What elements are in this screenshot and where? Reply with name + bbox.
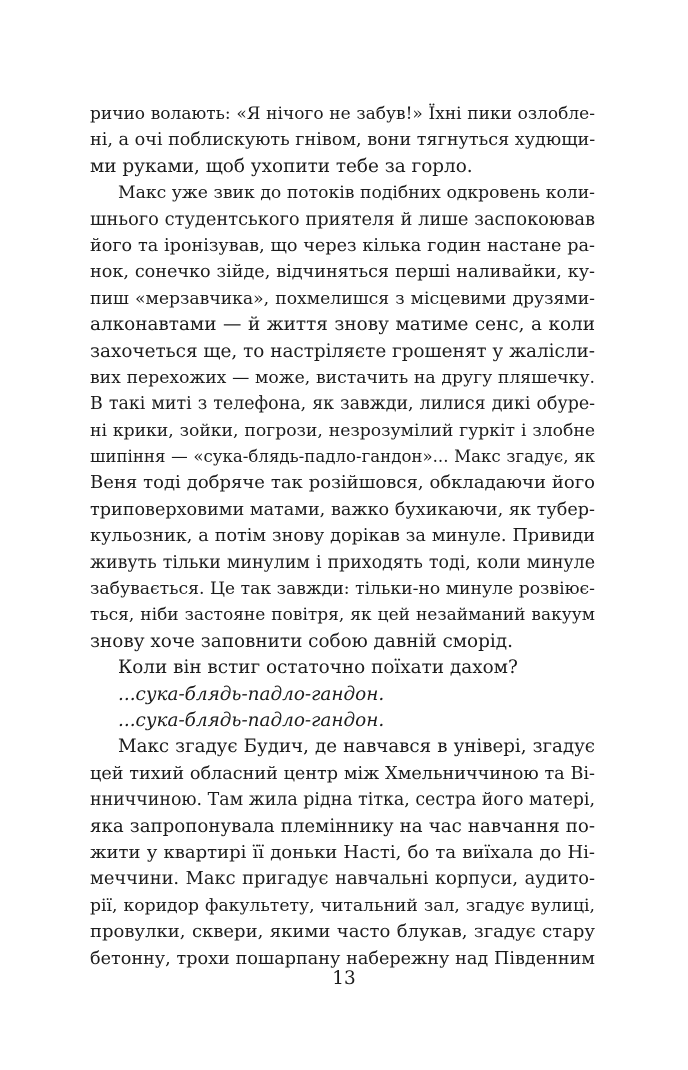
text-line: яка запропонувала племіннику на час навчання по- [90, 815, 595, 837]
text-line: кульозник, а потім знову дорікав за минуле. Привиди [90, 526, 595, 547]
text-line: жити у квартирі її доньки Насті, бо та виїхала до Ні- [90, 841, 595, 863]
text-line: живуть тільки минулим і приходять тоді, коли минуле [90, 552, 595, 573]
text-line: триповерховими матами, важко бухикаючи, як тубер- [90, 499, 595, 520]
text-line: бетонну, трохи пошарпану набережну над Південним [90, 948, 595, 969]
text-line: шипіння — «сука-блядь-падло-гандон»... Макс згадує, як [90, 447, 595, 467]
text-line: пиш «мерзавчика», похмелишся з місцевими друзями- [90, 288, 595, 309]
text-line: нок, сонечко зійде, відчиняться перші наливайки, ку- [90, 262, 595, 283]
body-text [90, 101, 595, 972]
text-line: Веня тоді добряче так розійшовся, обкладаючи його [90, 472, 595, 494]
text-line: знову хоче заповнити собою давній сморід. [90, 630, 513, 652]
text-line: ричио волають: «Я нічого не забув!» Їхні пики озлобле- [90, 104, 595, 124]
text-line: його та іронізував, що через кілька годин настане ра- [90, 235, 595, 256]
text-line: Макс уже звик до потоків подібних одкровень коли- [118, 183, 595, 204]
text-line: В такі миті з телефона, як завжди, лилися дикі обуре- [90, 394, 595, 415]
text-line: цей тихий обласний центр між Хмельниччиною та Ві- [90, 763, 595, 784]
text-line-italic: ...сука-блядь-падло-гандон. [118, 683, 385, 705]
text-line: ні крики, зойки, погрози, незрозумілий гуркіт і злобне [90, 420, 595, 441]
text-line: захочеться ще, то настріляєте грошенят у жалісли- [90, 340, 595, 362]
text-line: вих перехожих — може, вистачить на другу пляшечку. [90, 367, 595, 388]
text-line: Макс згадує Будич, де навчався в універі, згадує [118, 736, 595, 758]
text-line: провулки, сквери, якими часто блукав, згадує стару [90, 921, 595, 943]
text-line: ми руками, щоб ухопити тебе за горло. [90, 155, 473, 177]
text-line: нниччиною. Там жила рідна тітка, сестра його матері, [90, 790, 595, 811]
text-line-italic: ...сука-блядь-падло-гандон. [118, 709, 385, 731]
text-line: алконавтами — й життя знову матиме сенс, а коли [90, 314, 595, 336]
text-line: шнього студентського приятеля й лише заспокоював [90, 208, 595, 230]
text-line: ться, ніби застояне повітря, як цей незайманий вакуум [90, 605, 595, 626]
text-line: меччини. Макс пригадує навчальні корпуси, аудито- [90, 868, 595, 890]
text-line: забувається. Це так завжди: тільки-но минуле розвіює- [90, 579, 595, 600]
page-number: 13 [332, 968, 356, 989]
text-line: ні, а очі поблискують гнівом, вони тягнуться худющи- [90, 130, 596, 151]
text-line: рії, коридор факультету, читальний зал, згадує вулиці, [90, 895, 595, 916]
text-line: Коли він встиг остаточно поїхати дахом? [118, 657, 518, 679]
